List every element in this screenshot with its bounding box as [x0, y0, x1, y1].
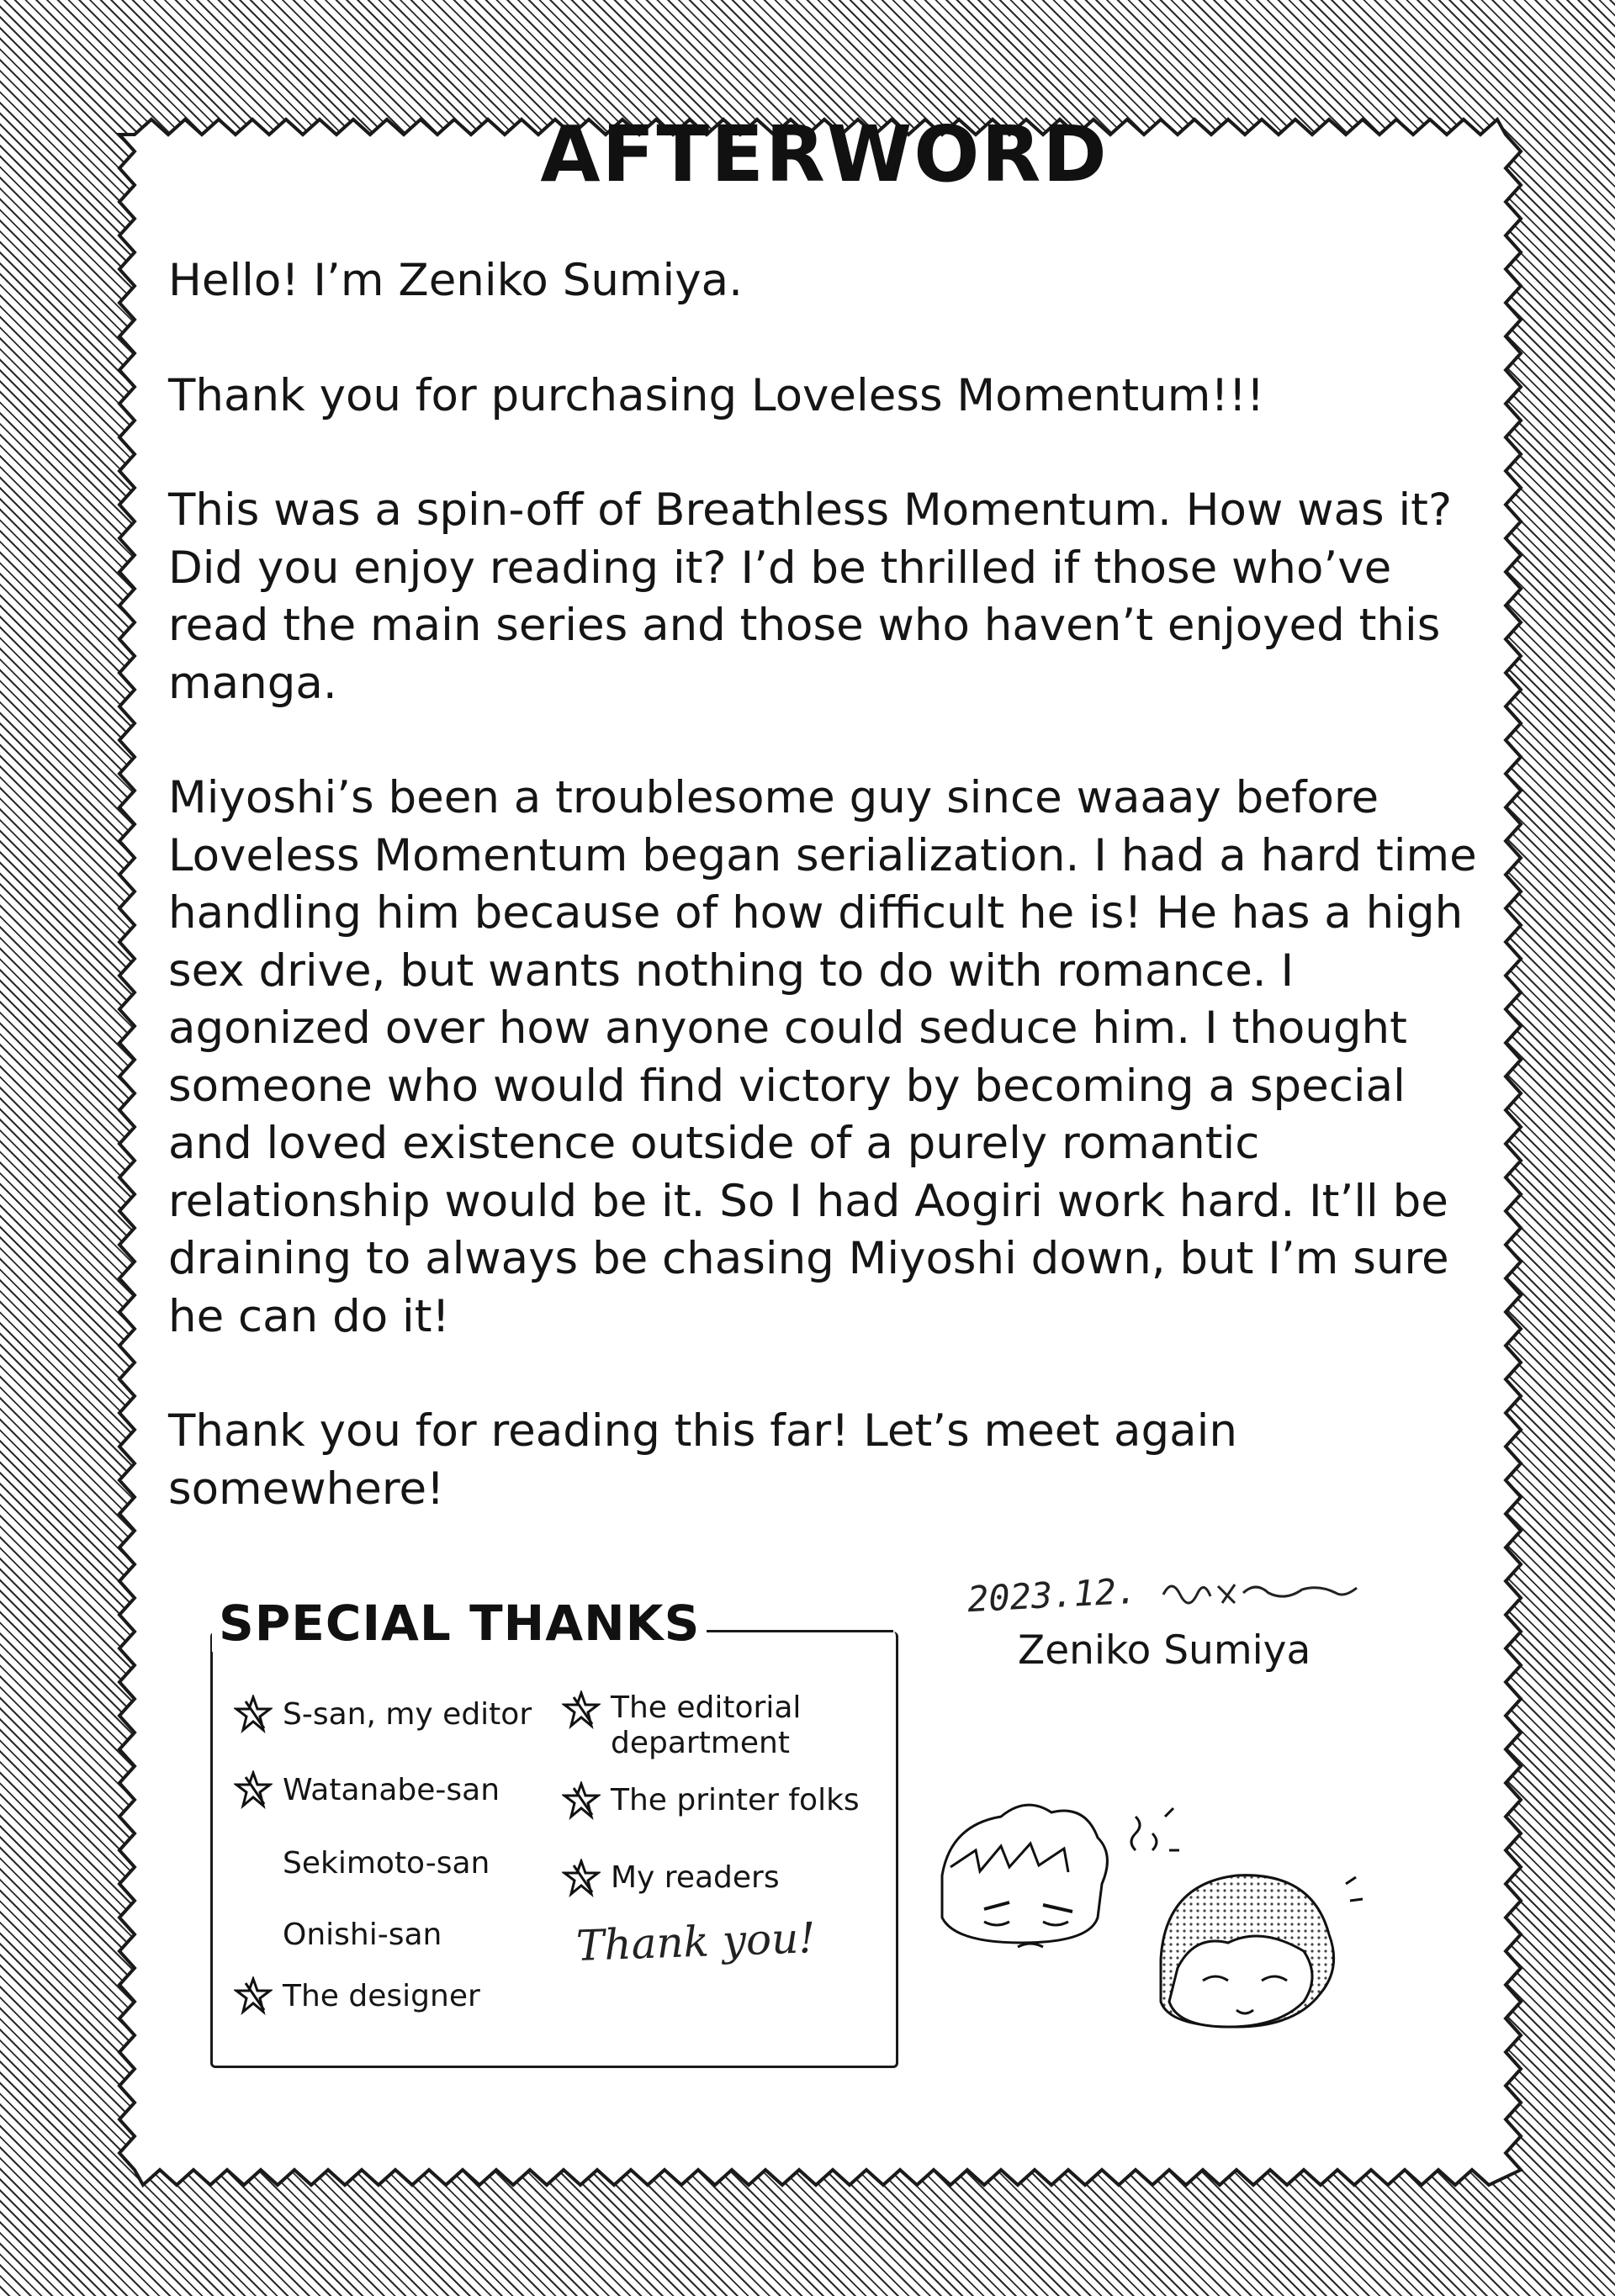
- handwritten-signature-icon: [1159, 1569, 1369, 1620]
- paragraph-closing: Thank you for reading this far! Let’s meet again somewhere!: [168, 1405, 1237, 1515]
- author-name: Zeniko Sumiya: [1018, 1627, 1311, 1674]
- chibi-characters-illustration: [925, 1766, 1396, 2044]
- star-check-icon: [234, 1695, 273, 1733]
- paragraph-greeting: Hello! I’m Zeniko Sumiya.: [168, 255, 743, 306]
- afterword-body: [168, 252, 1480, 1575]
- thanks-designer: The designer: [283, 1979, 480, 2013]
- thanks-readers: My readers: [611, 1860, 780, 1895]
- page-title: AFTERWORD: [540, 108, 1109, 199]
- thanks-editor: S-san, my editor: [283, 1697, 532, 1732]
- thanks-printer: The printer folks: [611, 1783, 860, 1817]
- paragraph-miyoshi: Miyoshi’s been a troublesome guy since waaay before Loveless Momentum began serialization. I had a hard time handling him because of how difficult he is! He has a high sex drive, but wants nothing to do with romance. I agonized over how anyone could seduce him. I thought someone who would find victory by becoming a special and loved existence outside of a purely romantic relationship would be it. So I had Aogiri work hard. It’ll be draining to always be chasing Miyoshi down, but I’m sure he can do it!: [168, 772, 1477, 1342]
- star-check-icon: [562, 1859, 601, 1897]
- star-check-icon: [234, 1770, 273, 1809]
- star-check-icon: [562, 1781, 601, 1820]
- thanks-watanabe: Watanabe-san: [283, 1773, 500, 1807]
- thanks-onishi: Onishi-san: [283, 1918, 442, 1952]
- special-thanks-heading: SPECIAL THANKS: [212, 1595, 707, 1652]
- thank-you-note: Thank you!: [575, 1913, 817, 1971]
- signature-date: 2023.12.: [966, 1569, 1139, 1621]
- thanks-editorial: The editorial department: [611, 1690, 802, 1760]
- thanks-sekimoto: Sekimoto-san: [283, 1846, 490, 1881]
- paragraph-thanks: Thank you for purchasing Loveless Momentum!!!: [168, 369, 1265, 421]
- star-check-icon: [234, 1976, 273, 2015]
- paragraph-spin-off: This was a spin-off of Breathless Momentum. How was it? Did you enjoy reading it? I’d be thrilled if those who’ve read the main series and those who haven’t enjoyed this manga.: [168, 484, 1453, 709]
- star-check-icon: [562, 1690, 601, 1729]
